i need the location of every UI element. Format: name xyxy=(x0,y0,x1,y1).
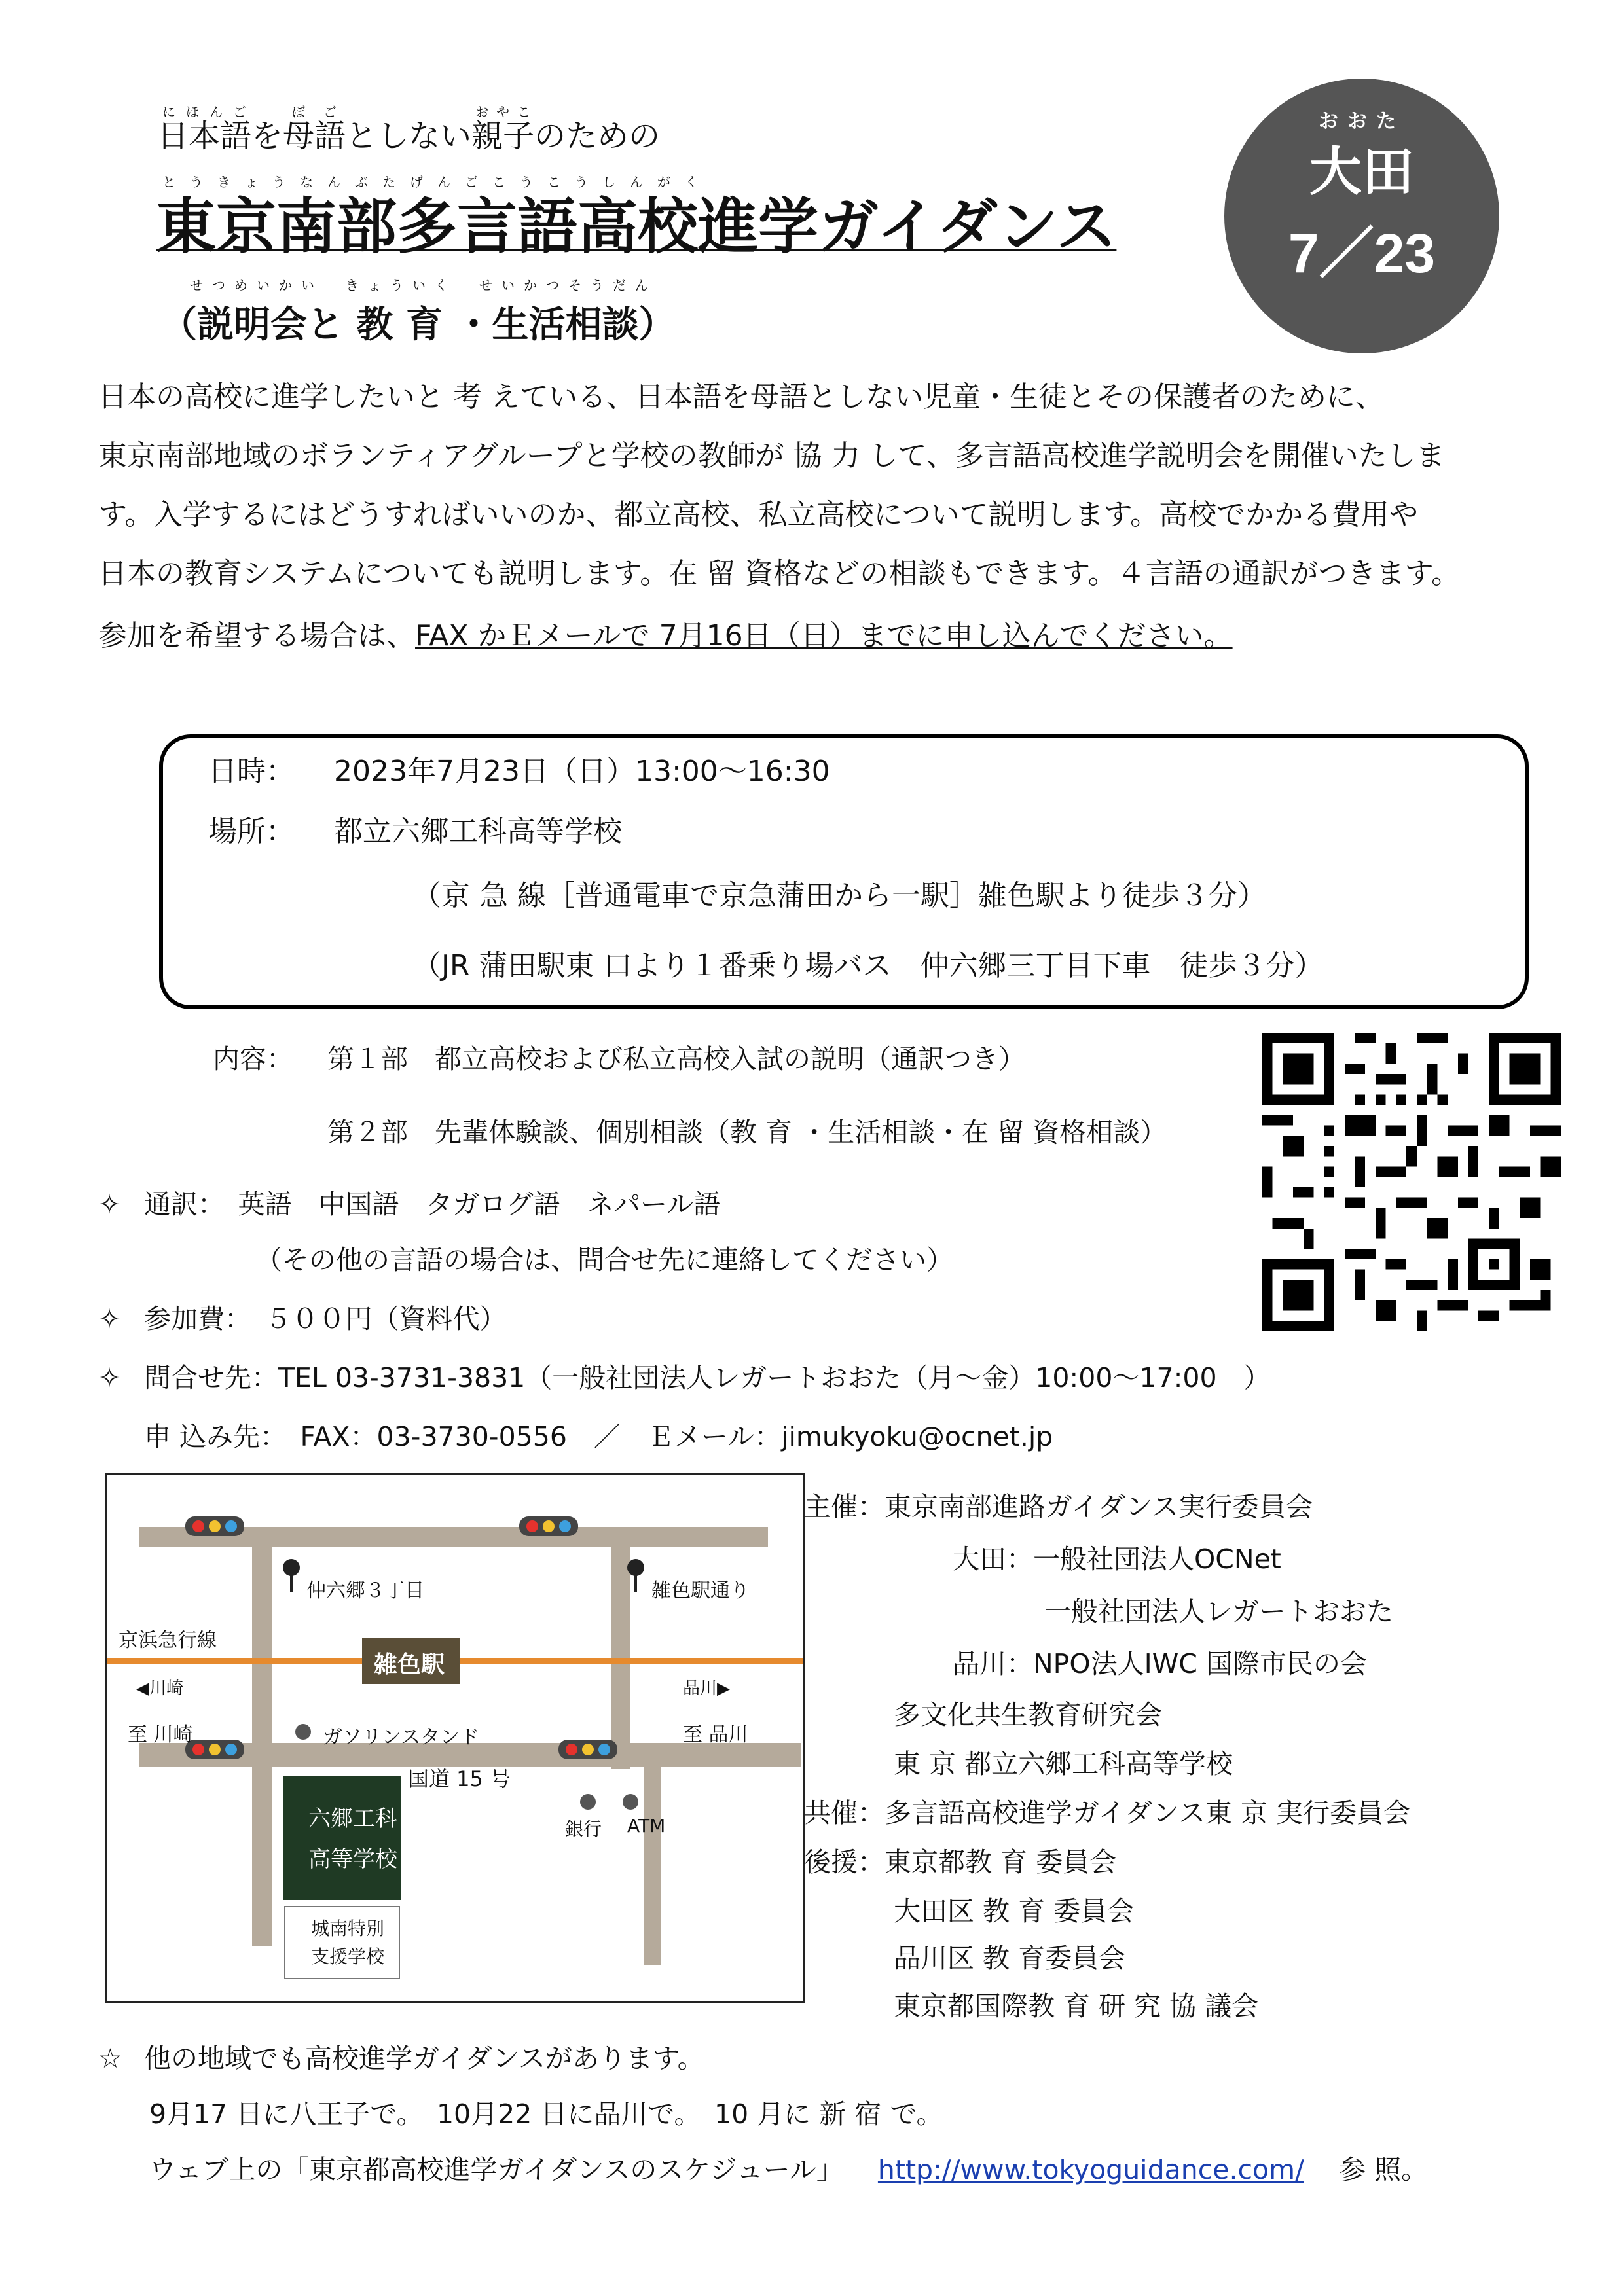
intro-apply-deadline: FAX かＥメールで 7月16日（日）までに申し込んでください。 xyxy=(415,619,1233,653)
supporter-1: 後援：東京都教 育 委員会 xyxy=(804,1846,1117,1878)
bullet-icon: ✧ xyxy=(98,1189,121,1220)
map-route: 国道 15 号 xyxy=(408,1767,511,1791)
qr-code[interactable] xyxy=(1262,1033,1561,1331)
map-to-kawasaki: 至 川崎 xyxy=(128,1723,193,1746)
content-part2: 第２部 先輩体験談、個別相談（教 育 ・生活相談・在 留 資格相談） xyxy=(327,1117,1167,1148)
supporter-4: 東京都国際教 育 研 究 協 議会 xyxy=(894,1990,1259,2022)
intro-line-1: 日本の高校に進学したいと 考 えている、日本語を母語としない児童・生徒とその保護者のために、 xyxy=(98,380,1384,414)
map-nakarokugo: 仲六郷３丁目 xyxy=(306,1579,424,1602)
map-bank: 銀行 xyxy=(565,1818,602,1840)
place-label: 場所： xyxy=(208,815,295,848)
organizer-shinagawa-2: 多文化共生教育研究会 xyxy=(894,1699,1162,1731)
intro-apply-prefix: 参加を希望する場合は、 xyxy=(98,619,415,653)
bullet-icon: ✧ xyxy=(98,1303,121,1335)
interpreter-line xyxy=(98,1185,720,1224)
other-regions-text: 他の地域でも高校進学ガイダンスがあります。 xyxy=(144,2043,704,2074)
website-link[interactable]: http://www.tokyoguidance.com/ xyxy=(877,2154,1304,2185)
badge-date: 7／23 xyxy=(1288,223,1436,284)
schedule-line xyxy=(149,2150,1428,2189)
intro-line-4: 日本の教育システムについても説明します。在 留 資格などの相談もできます。４言語の通訳がつきます。 xyxy=(98,557,1461,590)
fee-line xyxy=(98,1299,507,1338)
contact-text: 問合せ先：TEL 03-3731-3831（一般社団法人レガートおおた（月～金）10:00～17:00 ） xyxy=(144,1362,1271,1393)
map-zoshiki-street: 雑色駅通り xyxy=(651,1579,750,1602)
badge-city: 大田 xyxy=(1309,141,1414,202)
schedule-prefix: ウェブ上の「東京都高校進学ガイダンスのスケジュール」 xyxy=(149,2154,843,2185)
co-organizer: 共催：多言語高校進学ガイダンス東 京 実行委員会 xyxy=(804,1797,1411,1829)
intro-line-3: す。入学するにはどうすればいいのか、都立高校、私立高校について説明します。高校でかかる費用や xyxy=(98,498,1419,531)
map-school-name-2: 高等学校 xyxy=(308,1846,397,1873)
map-special-school-2: 支援学校 xyxy=(311,1946,385,1967)
access-map xyxy=(105,1473,805,2003)
bullet-icon: ✧ xyxy=(98,1362,121,1393)
map-line-name: 京浜急行線 xyxy=(119,1629,217,1652)
schedule-suffix: 参 照。 xyxy=(1338,2154,1428,2185)
map-to-shinagawa: 至 品川 xyxy=(683,1723,748,1746)
interpreter-text: 通訳： 英語 中国語 タガログ語 ネパール語 xyxy=(144,1189,721,1220)
organizer-shinagawa-1: 品川：NPO法人IWC 国際市民の会 xyxy=(953,1648,1367,1679)
contact-line xyxy=(98,1358,1271,1397)
organizer-ota-1: 大田：一般社団法人OCNet xyxy=(953,1543,1281,1575)
supporter-3: 品川区 教 育委員会 xyxy=(894,1943,1126,1974)
intro-line-2: 東京南部地域のボランティアグループと学校の教師が 協 力 して、多言語高校進学説明会を開催いたしま xyxy=(98,439,1445,473)
badge-furigana: おおた xyxy=(1319,110,1405,133)
subtitle-furigana: せつめいかい きょういく せいかつそうだん xyxy=(190,278,657,293)
map-school-name-1: 六郷工科 xyxy=(308,1806,397,1832)
organizer-shinagawa-3: 東 京 都立六郷工科高等学校 xyxy=(894,1748,1233,1780)
date-value: 2023年7月23日（日）13:00～16:30 xyxy=(334,755,830,788)
date-badge xyxy=(1224,79,1499,353)
page-title: 東京南部多言語高校進学ガイダンス xyxy=(156,192,1117,262)
title-furigana: とうきょうなんぶたげんごこうこうしんがく xyxy=(162,174,712,190)
map-to-kawasaki-arrow: ◀川崎 xyxy=(136,1679,183,1698)
fee-text: 参加費： ５００円（資料代） xyxy=(144,1303,507,1335)
date-label: 日時： xyxy=(208,755,295,788)
other-regions-line xyxy=(98,2039,704,2078)
supporter-2: 大田区 教 育 委員会 xyxy=(894,1895,1135,1927)
header-line1: 日本語にほんごを母語ぼごとしない親子おやこのための xyxy=(157,104,661,154)
other-dates: 9月17 日に八王子で。 10月22 日に品川で。 10 月に 新 宿 で。 xyxy=(149,2098,943,2130)
other-language-note: （その他の言語の場合は、問合せ先に連絡してください） xyxy=(255,1244,953,1276)
map-special-school-1: 城南特別 xyxy=(311,1918,385,1939)
content-part1: 第１部 都立高校および私立高校入試の説明（通訳つき） xyxy=(327,1043,1025,1075)
organizer-main: 主催：東京南部進路ガイダンス実行委員会 xyxy=(804,1491,1313,1522)
application-line: 申 込み先： FAX：03-3730-0556 ／ Ｅメール：jimukyoku@ocnet.jp xyxy=(144,1421,1053,1452)
content-label: 内容： xyxy=(213,1043,293,1075)
page-subtitle: （説明会と 教 育 ・生活相談） xyxy=(160,304,676,346)
map-to-shinagawa-arrow: 品川▶ xyxy=(683,1679,730,1698)
access-keikyu: （京 急 線［普通電車で京急蒲田から一駅］雑色駅より徒歩３分） xyxy=(412,879,1266,912)
access-jr: （JR 蒲田駅東 口より１番乗り場バス 仲六郷三丁目下車 徒歩３分） xyxy=(412,949,1324,982)
map-atm: ATM xyxy=(627,1815,666,1837)
star-icon: ☆ xyxy=(98,2043,122,2074)
place-value: 都立六郷工科高等学校 xyxy=(334,815,622,848)
map-gas-station: ガソリンスタンド xyxy=(323,1726,480,1749)
map-station: 雑色駅 xyxy=(374,1651,445,1678)
organizer-ota-2: 一般社団法人レガートおおた xyxy=(1044,1596,1393,1627)
intro-line-5 xyxy=(98,612,1532,654)
